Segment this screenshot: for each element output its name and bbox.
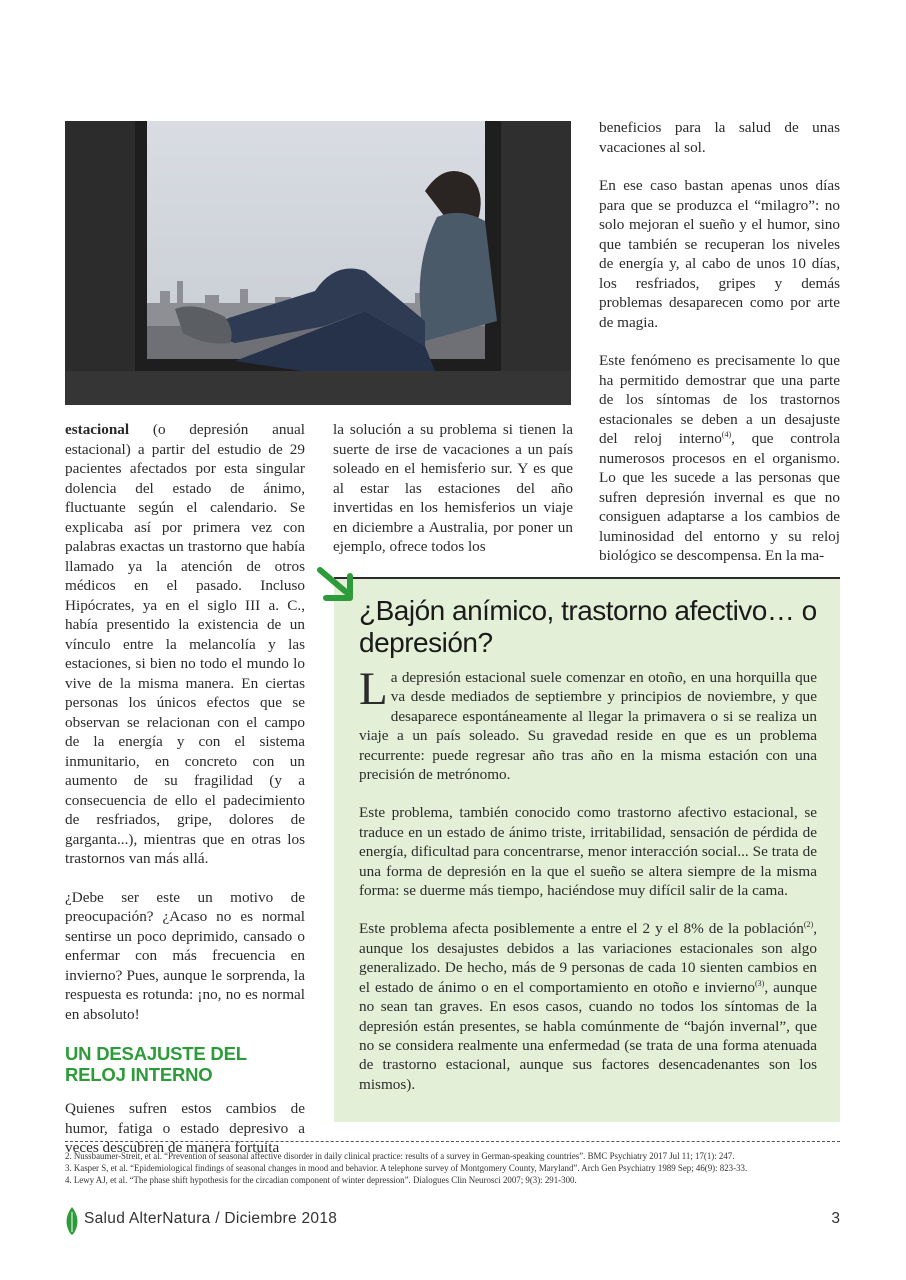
paragraph: Quienes sufren estos cambios de humor, fatiga o estado depresivo a veces descubren de manera fortuita — [65, 1100, 305, 1156]
paragraph: estacional (o depresión anual estacional) a partir del estudio de 29 pacientes afectados por esta singular dolencia del estado de ánimo, fluctuante según el calendario. Se explicaba así por primera vez con palabras exactas un trastorno que había llamado ya la atención de otros médicos en el pasado. Incluso Hipócrates, ya en el siglo III a. C., había presentido la existencia de un vínculo entre la melancolía y las estaciones, si bien no todo el mundo lo vive de la misma manera. En ciertas personas los únicos efectos que se observan se relacionan con el campo de la energía y con el sistema inmunitario, en concreto con un aumento de su fragilidad (y a consecuencia de ello el padecimiento de resfriados, gripe, dolores de garganta...), mientras que en otras los trastornos van más allá. — [65, 421, 305, 867]
box-title: ¿Bajón anímico, trastorno afectivo… o depresión? — [359, 595, 817, 658]
paragraph: ¿Debe ser este un motivo de preocupación? ¿Acaso no es normal sentirse un poco deprimido, cansado o enfermar con más frecuencia en invierno? Pues, aunque le sorprenda, la respuesta es rotunda: ¡no, no es normal en absoluto! — [65, 888, 305, 1023]
paragraph: La depresión estacional suele comenzar en otoño, en una horquilla que va desde mediados de septiembre y principios de noviembre, y que desaparece espontáneamente al llegar la primavera o si se realiza un viaje a un país soleado. Su gravedad reside en que es un problema recurrente: puede regresar año tras año en la misma estación con una precisión de metrónomo. — [359, 663, 817, 784]
middle-column — [333, 420, 573, 557]
paragraph: Este problema, también conocido como trastorno afectivo estacional, se traduce en un estado de ánimo triste, irritabilidad, sensación de pérdida de energía, dificultad para concentrarse, menor interacción social... Se trata de una forma de depresión en la que el sueño se altera siempre de la misma forma: se duerme más tiempo, haciéndose muy difícil salir de la cama. — [359, 804, 817, 900]
paragraph: Este fenómeno es precisamente lo que ha permitido demostrar que una parte de los síntomas de los trastornos estacionales se deben a un desajuste del reloj interno$^{(4)}$, que controla numerosos procesos en el organismo. Lo que les sucede a las personas que sufren depresión invernal es que no consiguen adaptarse a los cambios de luminosidad del entorno y su reloj biológico se descompensa. En la ma- — [599, 352, 840, 564]
paragraph: beneficios para la salud de unas vacaciones al sol. — [599, 119, 840, 156]
footnote: 2. Nussbaumer-Streit, et al. “Prevention of seasonal affective disorder in daily clinical practice: results of a survey in German-speaking countries”. BMC Psychiatry 2017 Jul 11; 17(1): 247. — [65, 1151, 735, 1161]
leaf-logo-icon — [65, 1206, 79, 1236]
box-body — [359, 663, 818, 1094]
paragraph: la solución a su problema si tienen la suerte de irse de vacaciones a un país soleado en el hemisferio sur. Y es que al estar las estaciones del año invertidas en los hemisferios un viaje en diciembre a Australia, por poner un ejemplo, ofrece todos los — [333, 421, 573, 555]
left-column — [65, 420, 305, 1158]
right-column — [599, 118, 840, 566]
reference-marker: (2) — [803, 920, 814, 930]
paragraph: En ese caso bastan apenas unos días para que se produzca el “milagro”: no solo mejoran el sueño y el humor, sino que también se recuperan los niveles de energía y, al cabo de unos 10 días, los resfriados, gripes y demás problemas desaparecen como por arte de magia. — [599, 177, 840, 331]
bold-term: estacional — [65, 421, 130, 438]
reference-marker: (3) — [755, 978, 765, 988]
section-heading: UN DESAJUSTE DEL RELOJ INTERNO — [65, 1043, 247, 1085]
article-photo — [65, 121, 571, 405]
reference-marker: (4) — [721, 430, 732, 439]
page-footer — [65, 1206, 840, 1236]
footnotes — [65, 1150, 845, 1186]
sidebar-box — [334, 577, 840, 1122]
drop-cap: L — [359, 663, 388, 715]
footnote: 3. Kasper S, et al. “Epidemiological findings of seasonal changes in mood and behavior. A telephone survey of Montgomery County, Maryland”. Arch Gen Psychiatry 1989 Sep; 46(9): 823-33. — [65, 1163, 748, 1173]
paragraph: Este problema afecta posiblemente a entre el 2 y el 8% de la población$^{(2)}$, aunque los desajustes debidos a las variaciones estacionales son algo generalizado. De hecho, más de 9 personas de cada 10 sienten cambios en el estado de ánimo o en el comportamiento en otoño e invierno$^{(3)}$, aunque no sean tan graves. En esos casos, cuando no todos los síntomas de la depresión están presentes, se habla comúnmente de “bajón invernal”, que no se considera realmente una enfermedad (se trata de una forma atenuada de trastorno estacional, aunque sus factores desencadenantes son los mismos). — [359, 920, 818, 1093]
page-number: 3 — [831, 1210, 840, 1227]
arrow-icon — [316, 566, 360, 609]
publication-name: Salud AlterNatura / Diciembre 2018 — [84, 1210, 338, 1227]
footnote-divider — [65, 1141, 840, 1142]
footnote: 4. Lewy AJ, et al. “The phase shift hypothesis for the circadian component of winter depression”. Dialogues Clin Neurosci 2007; 9(3): 291-300. — [65, 1175, 577, 1185]
